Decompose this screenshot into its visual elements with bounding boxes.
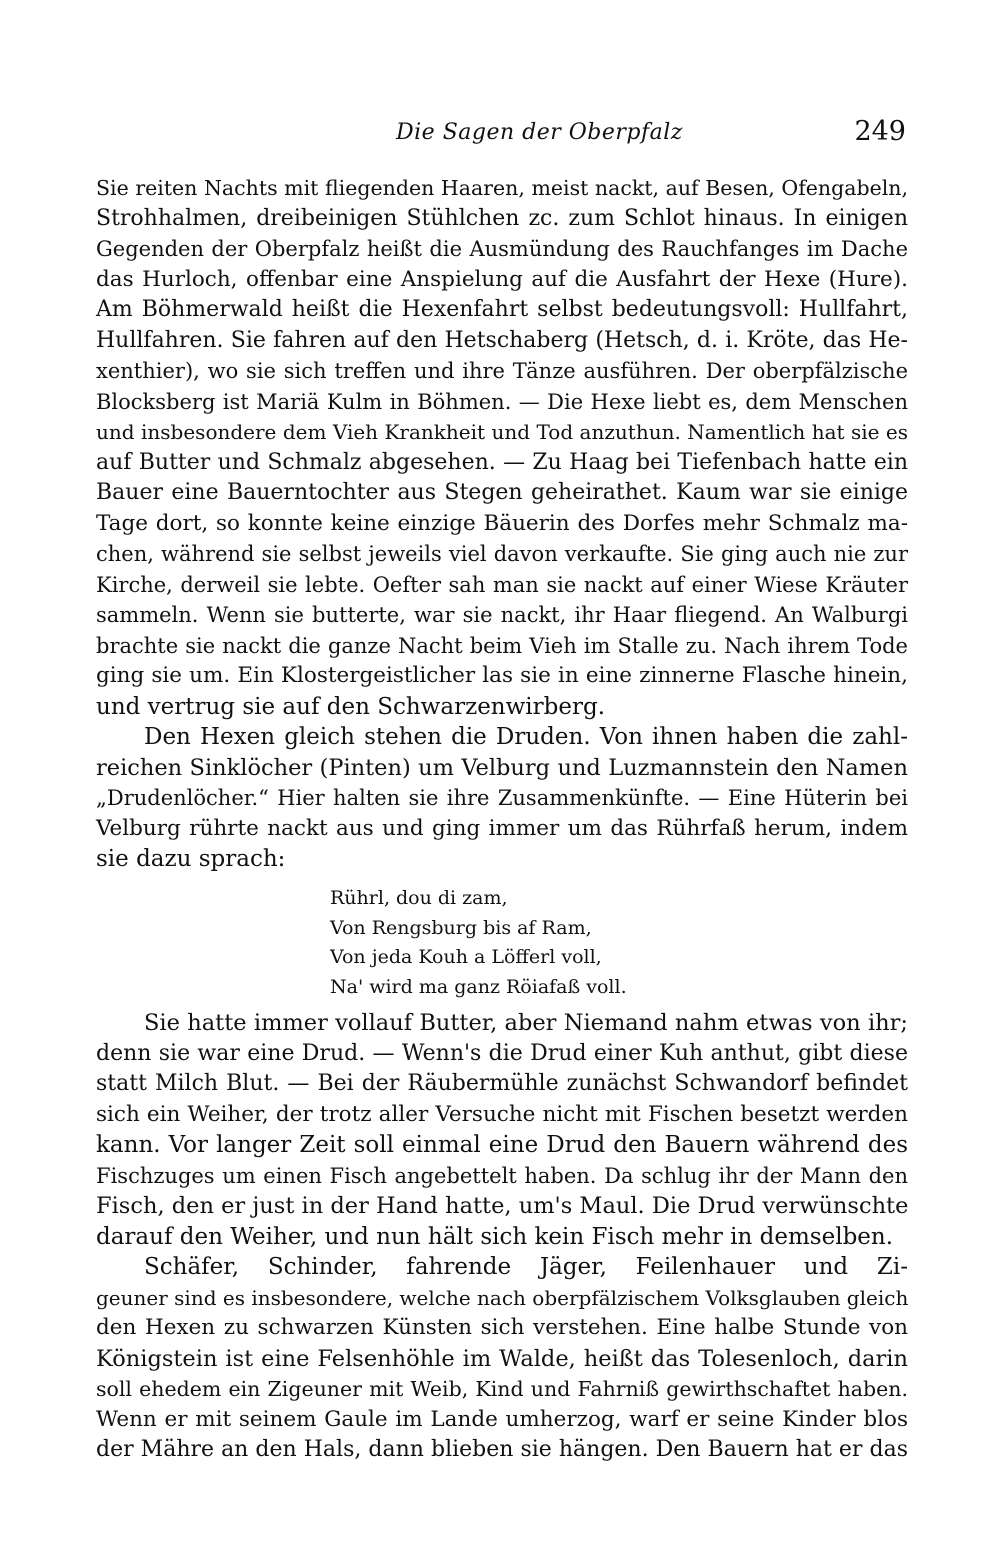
page-number: 249 <box>854 116 906 147</box>
text-line: Blocksberg ist Mariä Kulm in Böhmen. — Die Hexe liebt es, dem Menschen <box>96 389 908 414</box>
text-line: ging sie um. Ein Klostergeistlicher las sie in eine zinnerne Flasche hinein, <box>96 663 908 688</box>
text-line: Wenn er mit seinem Gaule im Lande umherzog, warf er seine Kinder blos <box>96 1406 908 1432</box>
text-line: soll ehedem ein Zigeuner mit Weib, Kind und Fahrniß gewirthschaftet haben. <box>96 1377 908 1401</box>
text-line: xenthier), wo sie sich treffen und ihre Tänze ausführen. Der oberpfälzische <box>96 359 908 383</box>
text-line: denn sie war eine Drud. — Wenn's die Drud einer Kuh anthut, gibt diese <box>96 1040 908 1066</box>
text-line: brachte sie nackt die ganze Nacht beim Vieh im Stalle zu. Nach ihrem Tode <box>96 633 908 658</box>
text-line: Sie reiten Nachts mit fliegenden Haaren, meist nackt, auf Besen, Ofengabeln, <box>96 176 908 200</box>
text-line: Schäfer, Schinder, fahrende Jäger, Feilenhauer und Zi- <box>144 1254 908 1280</box>
running-title: Die Sagen der Oberpfalz <box>396 120 683 145</box>
text-line: Den Hexen gleich stehen die Druden. Von ihnen haben die zahl- <box>144 724 908 750</box>
text-line: auf Butter und Schmalz abgesehen. — Zu Haag bei Tiefenbach hatte ein <box>96 449 908 475</box>
text-line: Am Böhmerwald heißt die Hexenfahrt selbst bedeutungsvoll: Hullfahrt, <box>96 297 908 322</box>
text-line: geuner sind es insbesondere, welche nach oberpfälzischem Volksglauben gleich <box>96 1285 909 1310</box>
text-line: sammeln. Wenn sie butterte, war sie nackt, ihr Haar fliegend. An Walburgi <box>96 603 908 627</box>
verse-line: Von jeda Kouh a Löfferl voll, <box>330 946 602 968</box>
text-line: chen, während sie selbst jeweils viel davon verkaufte. Sie ging auch nie zur <box>96 542 908 566</box>
text-line: Gegenden der Oberpfalz heißt die Ausmündung des Rauchfanges im Dache <box>96 237 908 261</box>
text-line: kann. Vor langer Zeit soll einmal eine Drud den Bauern während des <box>96 1132 908 1158</box>
main-text-block <box>96 173 908 875</box>
text-line: Bauer eine Bauerntochter aus Stegen geheirathet. Kaum war sie einige <box>96 480 908 505</box>
text-line: sich ein Weiher, der trotz aller Versuche nicht mit Fischen besetzt werden <box>96 1101 908 1127</box>
text-line: „Drudenlöcher.“ Hier halten sie ihre Zusammenkünfte. — Eine Hüterin bei <box>96 786 908 810</box>
text-line: Tage dort, so konnte keine einzige Bäuerin des Dorfes mehr Schmalz ma- <box>96 510 908 536</box>
text-line: und vertrug sie auf den Schwarzenwirberg. <box>96 693 606 720</box>
text-line: und insbesondere dem Vieh Krankheit und Tod anzuthun. Namentlich hat sie es <box>96 420 908 444</box>
text-line: den Hexen zu schwarzen Künsten sich verstehen. Eine halbe Stunde von <box>96 1315 908 1340</box>
text-line: Hullfahren. Sie fahren auf den Hetschaberg (Hetsch, d. i. Kröte, das He- <box>96 327 908 353</box>
verse-line: Von Rengsburg bis af Ram, <box>330 916 592 939</box>
main-text-block-continued <box>96 1008 908 1466</box>
text-line: darauf den Weiher, und nun hält sich kein Fisch mehr in demselben. <box>96 1223 894 1250</box>
text-line: der Mähre an den Hals, dann blieben sie hängen. Den Bauern hat er das <box>96 1437 908 1462</box>
text-line: Königstein ist eine Felsenhöhle im Walde, heißt das Tolesenloch, darin <box>96 1345 908 1372</box>
text-line: Sie hatte immer vollauf Butter, aber Niemand nahm etwas von ihr; <box>144 1010 908 1036</box>
text-line: Fisch, den er just in der Hand hatte, um's Maul. Die Drud verwünschte <box>96 1193 909 1219</box>
text-line: statt Milch Blut. — Bei der Räubermühle zunächst Schwandorf befindet <box>96 1071 908 1096</box>
text-line: das Hurloch, offenbar eine Anspielung auf die Ausfahrt der Hexe (Hure). <box>96 266 908 292</box>
text-line: Fischzuges um einen Fisch angebettelt haben. Da schlug ihr der Mann den <box>96 1163 908 1188</box>
verse-line: Na' wird ma ganz Röiafaß voll. <box>330 975 627 998</box>
running-head <box>96 116 906 150</box>
text-line: Kirche, derweil sie lebte. Oefter sah man sie nackt auf einer Wiese Kräuter <box>96 572 908 597</box>
text-line: sie dazu sprach: <box>96 846 286 872</box>
text-line: Velburg rührte nackt aus und ging immer um das Rührfaß herum, indem <box>96 815 908 841</box>
verse-block <box>330 884 730 1002</box>
text-line: reichen Sinklöcher (Pinten) um Velburg und Luzmannstein den Namen <box>96 754 908 781</box>
text-line: Strohhalmen, dreibeinigen Stühlchen zc. zum Schlot hinaus. In einigen <box>96 205 908 231</box>
verse-line: Rührl, dou di zam, <box>330 887 508 909</box>
